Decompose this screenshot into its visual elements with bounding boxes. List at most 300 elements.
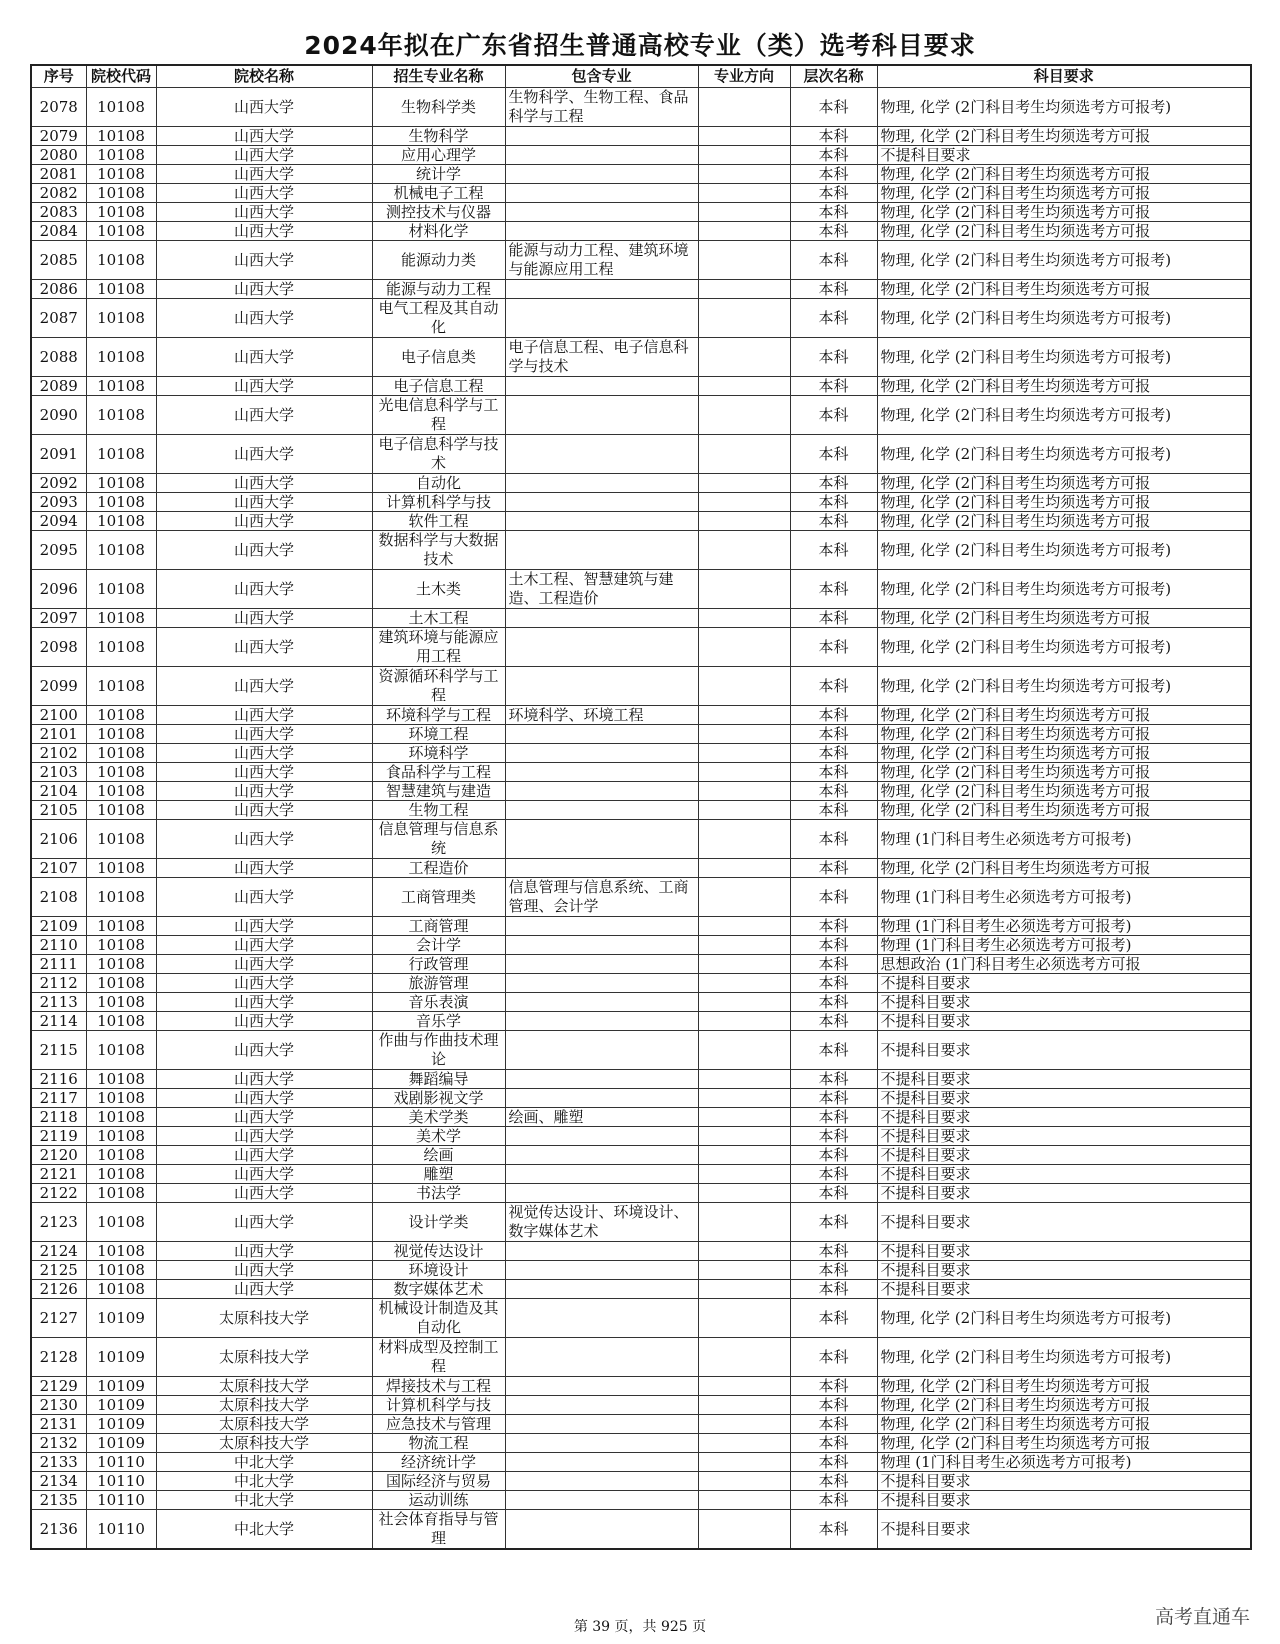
row-index: 2078 [31, 88, 86, 127]
school-name: 山西大学 [156, 203, 372, 222]
major-name: 材料成型及控制工程 [372, 1338, 505, 1377]
subject-requirement: 物理, 化学 (2门科目考生均须选考方可报 [877, 203, 1251, 222]
school-name: 山西大学 [156, 531, 372, 570]
included-majors: 能源与动力工程、建筑环境与能源应用工程 [505, 241, 698, 280]
row-index: 2111 [31, 955, 86, 974]
major-name: 作曲与作曲技术理论 [372, 1031, 505, 1070]
major-direction [698, 801, 790, 820]
major-direction [698, 955, 790, 974]
major-name: 环境设计 [372, 1261, 505, 1280]
school-name: 山西大学 [156, 338, 372, 377]
level: 本科 [790, 165, 877, 184]
included-majors [505, 936, 698, 955]
included-majors [505, 1089, 698, 1108]
major-direction [698, 1108, 790, 1127]
subject-requirement: 不提科目要求 [877, 1510, 1251, 1550]
level: 本科 [790, 531, 877, 570]
row-index: 2122 [31, 1184, 86, 1203]
table-row [31, 667, 1251, 706]
school-name: 太原科技大学 [156, 1434, 372, 1453]
major-direction [698, 88, 790, 127]
major-name: 雕塑 [372, 1165, 505, 1184]
school-name: 山西大学 [156, 1070, 372, 1089]
subject-requirement: 物理, 化学 (2门科目考生均须选考方可报 [877, 725, 1251, 744]
requirements-table [30, 64, 1252, 1550]
included-majors [505, 1377, 698, 1396]
subject-requirement: 不提科目要求 [877, 1491, 1251, 1510]
school-name: 太原科技大学 [156, 1377, 372, 1396]
subject-requirement: 不提科目要求 [877, 1242, 1251, 1261]
included-majors [505, 396, 698, 435]
included-majors [505, 1299, 698, 1338]
major-name: 能源与动力工程 [372, 280, 505, 299]
school-name: 山西大学 [156, 1108, 372, 1127]
table-row [31, 725, 1251, 744]
school-code: 10108 [86, 725, 156, 744]
row-index: 2135 [31, 1491, 86, 1510]
school-name: 山西大学 [156, 474, 372, 493]
major-name: 工商管理 [372, 917, 505, 936]
school-code: 10108 [86, 1108, 156, 1127]
row-index: 2100 [31, 706, 86, 725]
subject-requirement: 物理, 化学 (2门科目考生均须选考方可报 [877, 1434, 1251, 1453]
school-name: 山西大学 [156, 763, 372, 782]
major-direction [698, 667, 790, 706]
included-majors [505, 1261, 698, 1280]
included-majors [505, 512, 698, 531]
school-name: 山西大学 [156, 1165, 372, 1184]
level: 本科 [790, 1377, 877, 1396]
school-code: 10108 [86, 936, 156, 955]
major-name: 建筑环境与能源应用工程 [372, 628, 505, 667]
included-majors [505, 917, 698, 936]
major-direction [698, 974, 790, 993]
table-row [31, 1031, 1251, 1070]
major-name: 焊接技术与工程 [372, 1377, 505, 1396]
school-code: 10108 [86, 609, 156, 628]
level: 本科 [790, 1242, 877, 1261]
included-majors [505, 744, 698, 763]
major-direction [698, 1299, 790, 1338]
major-name: 环境科学与工程 [372, 706, 505, 725]
major-direction [698, 1261, 790, 1280]
school-name: 山西大学 [156, 1280, 372, 1299]
school-code: 10108 [86, 1242, 156, 1261]
header-school-name: 院校名称 [156, 65, 372, 88]
row-index: 2120 [31, 1146, 86, 1165]
major-direction [698, 280, 790, 299]
table-body [31, 88, 1251, 1550]
school-code: 10108 [86, 974, 156, 993]
school-code: 10108 [86, 146, 156, 165]
major-name: 生物工程 [372, 801, 505, 820]
major-direction [698, 1184, 790, 1203]
subject-requirement: 物理 (1门科目考生必须选考方可报考) [877, 936, 1251, 955]
subject-requirement: 物理, 化学 (2门科目考生均须选考方可报考) [877, 396, 1251, 435]
major-direction [698, 1415, 790, 1434]
level: 本科 [790, 974, 877, 993]
major-name: 经济统计学 [372, 1453, 505, 1472]
row-index: 2109 [31, 917, 86, 936]
school-code: 10109 [86, 1434, 156, 1453]
school-name: 山西大学 [156, 88, 372, 127]
row-index: 2125 [31, 1261, 86, 1280]
table-row [31, 1261, 1251, 1280]
table-row [31, 493, 1251, 512]
included-majors [505, 955, 698, 974]
row-index: 2115 [31, 1031, 86, 1070]
included-majors: 视觉传达设计、环境设计、数字媒体艺术 [505, 1203, 698, 1242]
school-code: 10108 [86, 1203, 156, 1242]
school-name: 山西大学 [156, 1146, 372, 1165]
subject-requirement: 思想政治 (1门科目考生必须选考方可报 [877, 955, 1251, 974]
school-name: 山西大学 [156, 512, 372, 531]
row-index: 2105 [31, 801, 86, 820]
row-index: 2087 [31, 299, 86, 338]
header-index: 序号 [31, 65, 86, 88]
major-direction [698, 763, 790, 782]
included-majors [505, 725, 698, 744]
table-row [31, 435, 1251, 474]
school-name: 太原科技大学 [156, 1415, 372, 1434]
major-name: 土木类 [372, 570, 505, 609]
table-row [31, 1510, 1251, 1550]
school-name: 山西大学 [156, 377, 372, 396]
school-code: 10108 [86, 801, 156, 820]
table-row [31, 1070, 1251, 1089]
row-index: 2085 [31, 241, 86, 280]
row-index: 2101 [31, 725, 86, 744]
major-direction [698, 338, 790, 377]
level: 本科 [790, 801, 877, 820]
major-direction [698, 1280, 790, 1299]
table-row [31, 1415, 1251, 1434]
subject-requirement: 物理, 化学 (2门科目考生均须选考方可报 [877, 184, 1251, 203]
included-majors [505, 763, 698, 782]
major-direction [698, 1453, 790, 1472]
school-code: 10108 [86, 127, 156, 146]
row-index: 2129 [31, 1377, 86, 1396]
level: 本科 [790, 1434, 877, 1453]
row-index: 2119 [31, 1127, 86, 1146]
major-direction [698, 820, 790, 859]
table-row [31, 1434, 1251, 1453]
level: 本科 [790, 1396, 877, 1415]
table-row [31, 955, 1251, 974]
row-index: 2106 [31, 820, 86, 859]
included-majors [505, 628, 698, 667]
school-name: 山西大学 [156, 801, 372, 820]
school-name: 山西大学 [156, 725, 372, 744]
school-code: 10108 [86, 531, 156, 570]
major-direction [698, 609, 790, 628]
major-direction [698, 1491, 790, 1510]
row-index: 2091 [31, 435, 86, 474]
subject-requirement: 不提科目要求 [877, 1261, 1251, 1280]
row-index: 2086 [31, 280, 86, 299]
included-majors [505, 1070, 698, 1089]
major-name: 国际经济与贸易 [372, 1472, 505, 1491]
school-name: 山西大学 [156, 1184, 372, 1203]
included-majors [505, 820, 698, 859]
row-index: 2096 [31, 570, 86, 609]
school-name: 山西大学 [156, 993, 372, 1012]
included-majors: 环境科学、环境工程 [505, 706, 698, 725]
level: 本科 [790, 1108, 877, 1127]
major-name: 音乐学 [372, 1012, 505, 1031]
level: 本科 [790, 493, 877, 512]
major-name: 土木工程 [372, 609, 505, 628]
subject-requirement: 物理, 化学 (2门科目考生均须选考方可报考) [877, 435, 1251, 474]
included-majors [505, 1338, 698, 1377]
major-name: 工程造价 [372, 859, 505, 878]
school-code: 10108 [86, 396, 156, 435]
major-direction [698, 725, 790, 744]
major-name: 软件工程 [372, 512, 505, 531]
included-majors [505, 1510, 698, 1550]
school-code: 10108 [86, 782, 156, 801]
included-majors [505, 1491, 698, 1510]
major-direction [698, 993, 790, 1012]
table-row [31, 1242, 1251, 1261]
school-name: 山西大学 [156, 744, 372, 763]
table-row [31, 299, 1251, 338]
row-index: 2130 [31, 1396, 86, 1415]
included-majors [505, 146, 698, 165]
major-name: 戏剧影视文学 [372, 1089, 505, 1108]
school-code: 10108 [86, 474, 156, 493]
header-school-code: 院校代码 [86, 65, 156, 88]
major-direction [698, 493, 790, 512]
major-direction [698, 1012, 790, 1031]
school-name: 山西大学 [156, 146, 372, 165]
school-name: 太原科技大学 [156, 1299, 372, 1338]
subject-requirement: 不提科目要求 [877, 1472, 1251, 1491]
subject-requirement: 物理, 化学 (2门科目考生均须选考方可报考) [877, 570, 1251, 609]
major-direction [698, 1396, 790, 1415]
level: 本科 [790, 184, 877, 203]
school-code: 10108 [86, 706, 156, 725]
school-code: 10108 [86, 1012, 156, 1031]
table-row [31, 706, 1251, 725]
level: 本科 [790, 936, 877, 955]
table-row [31, 1299, 1251, 1338]
header-major-name: 招生专业名称 [372, 65, 505, 88]
row-index: 2134 [31, 1472, 86, 1491]
school-name: 山西大学 [156, 955, 372, 974]
table-row [31, 801, 1251, 820]
table-row [31, 1396, 1251, 1415]
subject-requirement: 不提科目要求 [877, 1146, 1251, 1165]
table-row [31, 222, 1251, 241]
school-code: 10108 [86, 993, 156, 1012]
subject-requirement: 物理, 化学 (2门科目考生均须选考方可报 [877, 1396, 1251, 1415]
school-name: 山西大学 [156, 435, 372, 474]
level: 本科 [790, 435, 877, 474]
included-majors [505, 165, 698, 184]
included-majors [505, 1012, 698, 1031]
subject-requirement: 不提科目要求 [877, 1089, 1251, 1108]
table-header-row [31, 65, 1251, 88]
row-index: 2082 [31, 184, 86, 203]
level: 本科 [790, 1203, 877, 1242]
level: 本科 [790, 512, 877, 531]
table-row [31, 1012, 1251, 1031]
page-footer: 第 39 页，共 925 页 [573, 1619, 707, 1635]
school-name: 山西大学 [156, 1127, 372, 1146]
school-code: 10108 [86, 338, 156, 377]
subject-requirement: 物理, 化学 (2门科目考生均须选考方可报 [877, 127, 1251, 146]
table-row [31, 1165, 1251, 1184]
table-row [31, 1377, 1251, 1396]
school-code: 10108 [86, 88, 156, 127]
school-code: 10110 [86, 1472, 156, 1491]
major-direction [698, 570, 790, 609]
school-code: 10108 [86, 165, 156, 184]
subject-requirement: 不提科目要求 [877, 1031, 1251, 1070]
row-index: 2097 [31, 609, 86, 628]
included-majors [505, 1146, 698, 1165]
row-index: 2110 [31, 936, 86, 955]
level: 本科 [790, 628, 877, 667]
school-name: 山西大学 [156, 280, 372, 299]
major-direction [698, 706, 790, 725]
subject-requirement: 不提科目要求 [877, 1203, 1251, 1242]
subject-requirement: 物理, 化学 (2门科目考生均须选考方可报 [877, 1377, 1251, 1396]
included-majors: 信息管理与信息系统、工商管理、会计学 [505, 878, 698, 917]
included-majors [505, 1165, 698, 1184]
table-row [31, 280, 1251, 299]
included-majors [505, 1472, 698, 1491]
major-direction [698, 1377, 790, 1396]
school-name: 中北大学 [156, 1472, 372, 1491]
school-name: 山西大学 [156, 1012, 372, 1031]
subject-requirement: 物理, 化学 (2门科目考生均须选考方可报考) [877, 88, 1251, 127]
major-name: 智慧建筑与建造 [372, 782, 505, 801]
row-index: 2099 [31, 667, 86, 706]
row-index: 2079 [31, 127, 86, 146]
major-name: 美术学类 [372, 1108, 505, 1127]
level: 本科 [790, 1510, 877, 1550]
level: 本科 [790, 1146, 877, 1165]
included-majors [505, 1434, 698, 1453]
level: 本科 [790, 859, 877, 878]
subject-requirement: 物理, 化学 (2门科目考生均须选考方可报 [877, 377, 1251, 396]
subject-requirement: 物理, 化学 (2门科目考生均须选考方可报 [877, 744, 1251, 763]
school-code: 10110 [86, 1491, 156, 1510]
school-name: 山西大学 [156, 165, 372, 184]
school-name: 山西大学 [156, 1261, 372, 1280]
row-index: 2080 [31, 146, 86, 165]
major-name: 资源循环科学与工程 [372, 667, 505, 706]
row-index: 2121 [31, 1165, 86, 1184]
table-row [31, 859, 1251, 878]
major-name: 电子信息科学与技术 [372, 435, 505, 474]
major-name: 应急技术与管理 [372, 1415, 505, 1434]
table-row [31, 1453, 1251, 1472]
table-row [31, 628, 1251, 667]
level: 本科 [790, 146, 877, 165]
table-row [31, 878, 1251, 917]
included-majors [505, 974, 698, 993]
subject-requirement: 物理, 化学 (2门科目考生均须选考方可报 [877, 782, 1251, 801]
row-index: 2084 [31, 222, 86, 241]
major-name: 舞蹈编导 [372, 1070, 505, 1089]
major-name: 计算机科学与技 [372, 493, 505, 512]
row-index: 2117 [31, 1089, 86, 1108]
level: 本科 [790, 299, 877, 338]
subject-requirement: 不提科目要求 [877, 1165, 1251, 1184]
school-name: 山西大学 [156, 667, 372, 706]
included-majors [505, 1184, 698, 1203]
school-code: 10108 [86, 1261, 156, 1280]
school-code: 10108 [86, 955, 156, 974]
school-name: 山西大学 [156, 1203, 372, 1242]
school-name: 山西大学 [156, 706, 372, 725]
school-code: 10108 [86, 628, 156, 667]
row-index: 2126 [31, 1280, 86, 1299]
school-name: 中北大学 [156, 1453, 372, 1472]
school-code: 10109 [86, 1396, 156, 1415]
major-name: 绘画 [372, 1146, 505, 1165]
row-index: 2123 [31, 1203, 86, 1242]
level: 本科 [790, 474, 877, 493]
school-code: 10109 [86, 1415, 156, 1434]
level: 本科 [790, 725, 877, 744]
school-code: 10108 [86, 1165, 156, 1184]
major-name: 环境工程 [372, 725, 505, 744]
school-name: 山西大学 [156, 878, 372, 917]
major-name: 环境科学 [372, 744, 505, 763]
included-majors [505, 993, 698, 1012]
major-direction [698, 241, 790, 280]
subject-requirement: 物理, 化学 (2门科目考生均须选考方可报 [877, 280, 1251, 299]
subject-requirement: 物理, 化学 (2门科目考生均须选考方可报考) [877, 1299, 1251, 1338]
level: 本科 [790, 88, 877, 127]
major-direction [698, 1146, 790, 1165]
major-name: 数字媒体艺术 [372, 1280, 505, 1299]
table-row [31, 1280, 1251, 1299]
major-name: 食品科学与工程 [372, 763, 505, 782]
school-name: 山西大学 [156, 570, 372, 609]
major-name: 应用心理学 [372, 146, 505, 165]
table-row [31, 1146, 1251, 1165]
included-majors [505, 1031, 698, 1070]
major-name: 电气工程及其自动化 [372, 299, 505, 338]
subject-requirement: 物理, 化学 (2门科目考生均须选考方可报 [877, 609, 1251, 628]
level: 本科 [790, 241, 877, 280]
level: 本科 [790, 820, 877, 859]
major-direction [698, 1510, 790, 1550]
table-row [31, 974, 1251, 993]
included-majors [505, 493, 698, 512]
level: 本科 [790, 744, 877, 763]
school-name: 山西大学 [156, 820, 372, 859]
included-majors [505, 299, 698, 338]
major-name: 行政管理 [372, 955, 505, 974]
level: 本科 [790, 396, 877, 435]
school-name: 山西大学 [156, 609, 372, 628]
school-code: 10108 [86, 299, 156, 338]
header-included-majors: 包含专业 [505, 65, 698, 88]
school-code: 10110 [86, 1510, 156, 1550]
table-row [31, 127, 1251, 146]
subject-requirement: 物理, 化学 (2门科目考生均须选考方可报 [877, 706, 1251, 725]
row-index: 2118 [31, 1108, 86, 1127]
major-name: 视觉传达设计 [372, 1242, 505, 1261]
level: 本科 [790, 782, 877, 801]
table-row [31, 744, 1251, 763]
